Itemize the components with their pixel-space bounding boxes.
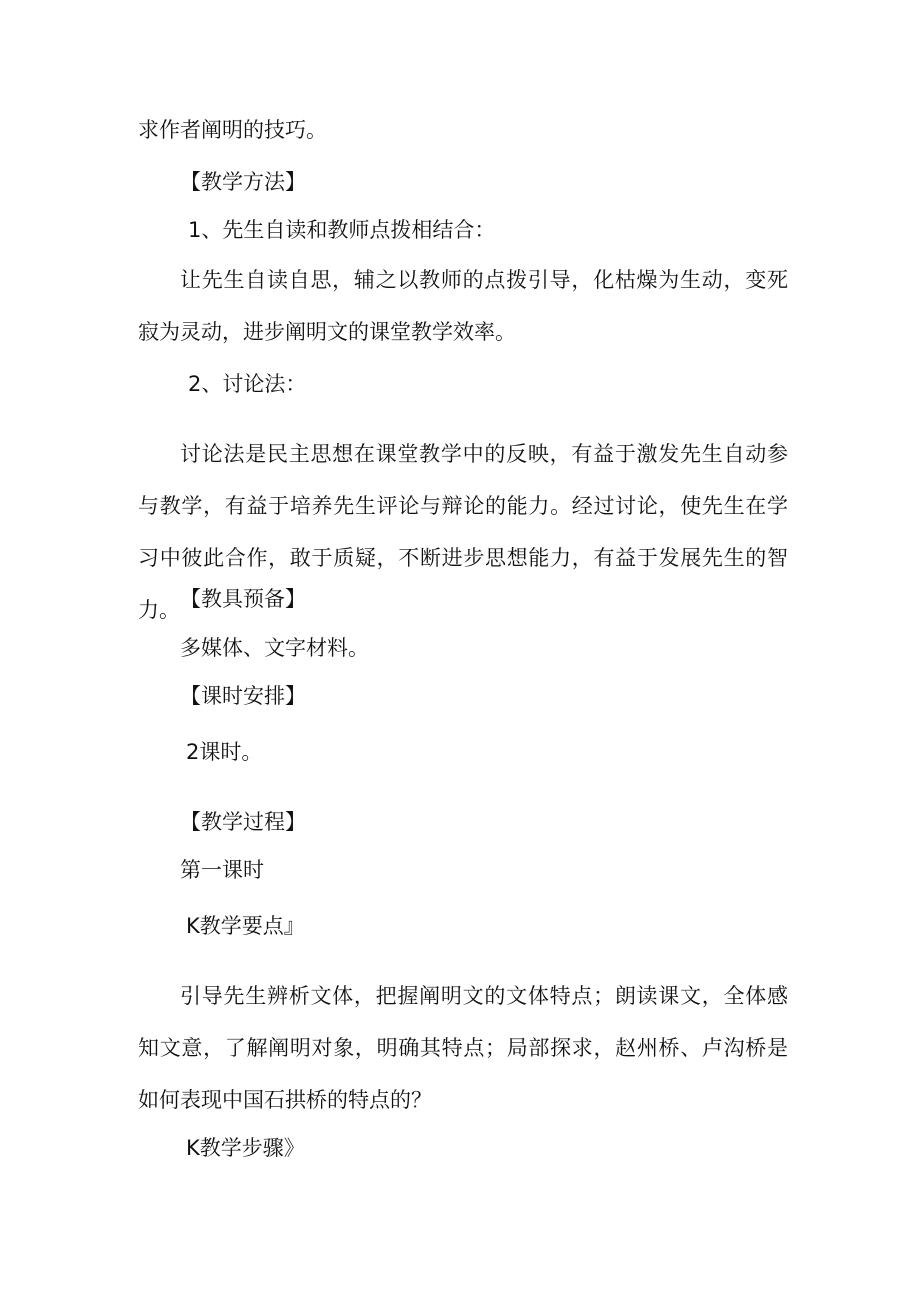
paragraph-key-points: 引导先生辨析文体，把握阐明文的文体特点；朗读课文，全体感知文意，了解阐明对象，明确其特点；局部探求，赵州桥、卢沟桥是如何表现中国石拱桥的特点的？: [138, 984, 788, 1112]
section-heading-schedule: 【课时安排】: [180, 684, 306, 708]
section-heading-methods: 【教学方法】: [180, 170, 306, 194]
lesson-title: 第一课时: [180, 858, 264, 882]
method-item-1: 1、先生自读和教师点拨相结合：: [188, 218, 496, 242]
method-item-2: 2、讨论法：: [188, 372, 307, 396]
subheading-key-points: K教学要点』: [186, 914, 305, 938]
paragraph-self-reading: 让先生自读自思，辅之以教师的点拨引导，化枯燥为生动，变死寂为灵动，进步阐明文的课堂教学效率。: [138, 268, 788, 344]
subheading-steps: K教学步骤》: [186, 1136, 305, 1160]
section-heading-materials: 【教具预备】: [180, 587, 306, 611]
materials-text: 多媒体、文字材料。: [180, 636, 369, 660]
section-heading-process: 【教学过程】: [180, 810, 306, 834]
paragraph-discussion: 讨论法是民主思想在课堂教学中的反映，有益于激发先生自动参与教学，有益于培养先生评论与辩论的能力。经过讨论，使先生在学习中彼此合作，敢于质疑，不断进步思想能力，有益于发展先生的智力。: [138, 442, 788, 622]
text-line: 求作者阐明的技巧。: [138, 118, 327, 142]
schedule-text: 2课时。: [186, 740, 263, 764]
